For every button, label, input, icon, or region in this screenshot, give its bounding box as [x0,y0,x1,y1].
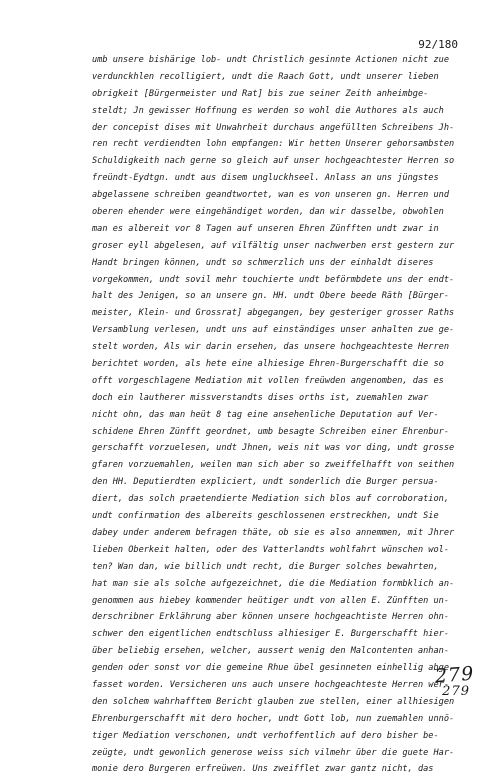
text-line: tiger Mediation verschonen, undt verhoffentlich auf dero bisher be- [92,730,439,741]
text-line: doch ein lautherer missverstandts dises orths ist, zuemahlen zwar [92,392,429,403]
text-line: undt confirmation des albereits geschlossenen erstreckhen, undt Sie [92,511,439,522]
text-line: fasset worden. Versicheren uns auch unsere hochgeachteste Herren wer- [92,679,449,690]
text-line: steldt; Jn gewisser Hoffnung es werden so wohl die Authores als auch [92,105,444,116]
text-line: abgelassene schreiben geandtwortet, wan es von unseren gn. Herren und [92,190,449,201]
text-line: diert, das solch praetendierte Mediation sich blos auf corroboration, [92,494,449,505]
text-line: derschribner Erklährung aber können unsere hochgeachtiste Herren ohn- [92,612,449,623]
handwritten-folio-number-2: 279 [442,684,470,699]
text-line: offt vorgeschlagene Mediation mit vollen freüwden angenomben, das es [92,375,444,386]
text-line: Ehrenburgerschafft mit dero hocher, undt Gott lob, nun zuemahlen unnö- [92,713,455,724]
text-line: lieben Oberkeit halten, oder des Vatterlandts wohlfahrt wünschen wol- [92,544,449,555]
text-line: halt des Jenigen, so an unsere gn. HH. undt Obere beede Räth [Bürger- [92,291,449,302]
text-line: groser eyll abgelesen, auf vilfältig unser nachwerben erst gestern zur [92,240,455,251]
text-line: vorgekommen, undt sovil mehr touchierte undt beförmbdete uns der endt- [92,274,455,285]
text-line: den HH. Deputierdten expliciert, undt sonderlich die Burger persua- [92,477,439,488]
text-line: berichtet worden, als hete eine alhiesige Ehren-Burgerschafft die so [92,359,444,370]
text-line: umb unsere bishärige lob- undt Christlich gesinnte Actionen nicht zue [92,55,449,65]
text-line: oberen ehender were eingehändiget worden, dan wir dasselbe, obwohlen [92,207,444,218]
text-line: den solchem wahrhafftem Bericht glauben zue stellen, einer allhiesigen [92,696,455,707]
document-body [92,52,470,778]
text-line: der concepist dises mit Unwahrheit durchaus angefüllten Schreibens Jh- [92,122,455,133]
text-line: monie dero Burgeren erfreüwen. Uns zweifflet zwar gantz nicht, das [92,764,434,775]
text-line: man es albereit vor 8 Tagen auf unseren Ehren Zünfften undt zwar in [92,223,439,234]
text-line: dabey under anderem befragen thäte, ob sie es also annemmen, mit Jhrer [92,527,455,538]
page-number: 92/180 [418,38,458,51]
text-line: zeügte, undt gewonlich generose weiss sich vilmehr über die guete Har- [92,747,455,758]
text-line: genden oder sonst vor die gemeine Rhue übel gesinneten einhellig abge- [92,663,455,674]
text-line: meister, Klein- und Grossrat] abgegangen, bey gesteriger grosser Raths [92,308,455,319]
text-line: obrigkeit [Bürgermeister und Rat] bis zue seiner Zeith anheimbge- [92,88,429,99]
text-line: freündt-Eydtgn. undt aus disem ungluckhseel. Anlass an uns jüngstes [92,173,439,184]
handwritten-folio-number: 279 [434,662,475,688]
text-line: verdunckhlen recolligiert, undt die Raach Gott, undt unserer lieben [92,71,439,82]
text-line: Versamblung verlesen, undt uns auf einständiges unser anhalten zue ge- [92,325,455,336]
text-line: schidene Ehren Zünfft geordnet, umb besagte Schreiben einer Ehrenbur- [92,426,449,437]
text-line: ten? Wan dan, wie billich undt recht, die Burger solches bewahrten, [92,561,439,572]
text-line: ren recht verdiendten lohn empfangen: Wir hetten Unserer gehorsambsten [92,139,455,150]
text-line: über beliebig ersehen, welcher, aussert wenig den Malcontenten anhan- [92,646,449,657]
text-line: gerschafft vorzuelesen, undt Jhnen, weis nit was vor ding, undt grosse [92,443,455,454]
text-line: schwer den eigentlichen endtschluss alhiesiger E. Burgerschafft hier- [92,629,449,640]
text-line: nicht ohn, das man heüt 8 tag eine ansehenliche Deputation auf Ver- [92,409,439,420]
text-line: hat man sie als solche aufgezeichnet, die die Mediation formbklich an- [92,578,455,589]
text-line: gfaren vorzuemahlen, weilen man sich aber so zweiffelhafft von seithen [92,460,455,471]
text-line: Schuldigkeith nach gerne so gleich auf unser hochgeachtester Herren so [92,156,455,167]
text-line: genommen aus hiebey kommender heütiger undt von allen E. Zünfften un- [92,595,449,606]
text-line: Handt bringen können, undt so schmerzlich uns der einhaldt diseres [92,257,434,268]
text-line: stelt worden, Als wir darin ersehen, das unsere hochgeachteste Herren [92,342,449,353]
